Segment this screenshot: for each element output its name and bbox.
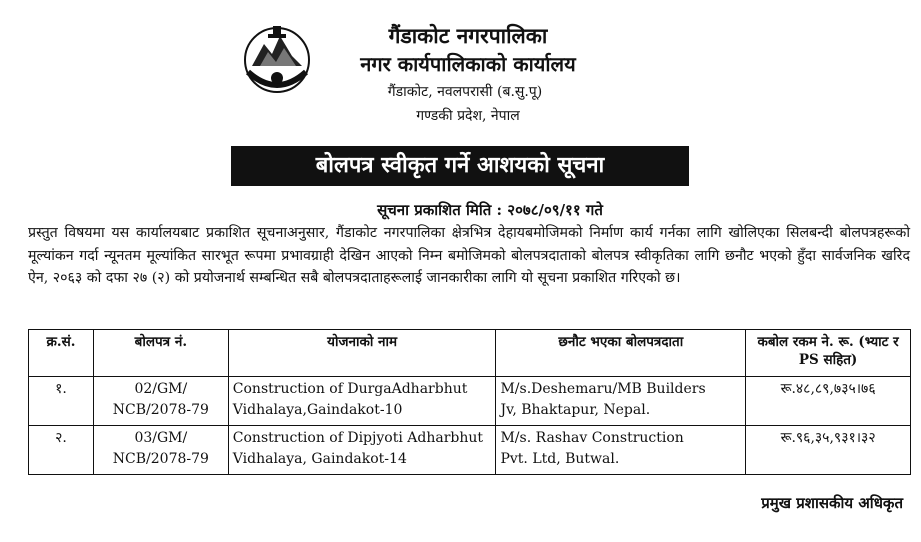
col-header-bidder: छनौट भएका बोलपत्रदाता <box>496 330 746 377</box>
bid-no-line2: NCB/2078-79 <box>112 402 209 418</box>
col-header-amount: कबोल रकम ने. रू. (भ्याट र PS सहित) <box>746 330 911 377</box>
col-header-project: योजनाको नाम <box>228 330 496 377</box>
cell-project <box>228 377 496 426</box>
cell-bid-no <box>93 377 228 426</box>
col-header-sn: क्र.सं. <box>29 330 94 377</box>
cell-bidder <box>496 426 746 475</box>
cell-sn: १. <box>29 377 94 426</box>
table-header-row <box>29 330 911 377</box>
province-name: गण्डकी प्रदेश, नेपाल <box>416 108 520 124</box>
cell-sn: २. <box>29 426 94 475</box>
project-line2: Vidhalaya, Gaindakot-14 <box>232 451 407 467</box>
cell-amount: रू.४८,८९,७३५।७६ <box>746 377 911 426</box>
bid-no-line2: NCB/2078-79 <box>112 451 209 467</box>
notice-title: बोलपत्र स्वीकृत गर्ने आशयको सूचना <box>231 146 689 186</box>
published-date: सूचना प्रकाशित मिति : २०७८/०९/११ गते <box>377 201 603 219</box>
table-row <box>29 426 911 475</box>
bidder-line2: Jv, Bhaktapur, Nepal. <box>500 402 651 418</box>
municipality-name: गैंडाकोट नगरपालिका <box>388 23 548 48</box>
project-line2: Vidhalaya,Gaindakot-10 <box>232 402 403 418</box>
bid-no-line1: 02/GM/ <box>134 381 188 397</box>
office-name: नगर कार्यपालिकाको कार्यालय <box>360 52 576 76</box>
office-address: गैंडाकोट, नवलपरासी (ब.सु.पू) <box>387 84 543 100</box>
cell-project <box>228 426 496 475</box>
signatory-title: प्रमुख प्रशासकीय अधिकृत <box>761 494 903 512</box>
notice-body: प्रस्तुत विषयमा यस कार्यालयबाट प्रकाशित सूचनाअनुसार, गैंडाकोट नगरपालिका क्षेत्रभित्र देहायबमोजिमको निर्माण कार्य गर्नका लागि खोलिएका सिलबन्दी बोलपत्रहरूको मूल्यांकन गर्दा न्यूनतम मूल्यांकित सारभूत रूपमा प्रभावग्राही देखिन आएको निम्न बमोजिमको बोलपत्रदाताको बोलपत्र स्वीकृतिका लागि छनौट भएको हुँदा सार्वजनिक खरिद ऐन, २०६३ को दफा २७ (२) को प्रयोजनार्थ सम्बन्धित सबै बोलपत्रदाताहरूलाई जानकारीका लागि यो सूचना प्रकाशित गरिएको छ। <box>28 225 910 286</box>
government-emblem <box>238 22 316 98</box>
bidder-line1: M/s. Rashav Construction <box>500 430 684 446</box>
project-line1: Construction of Dipjyoti Adharbhut <box>232 430 484 446</box>
table-row <box>29 377 911 426</box>
project-line1: Construction of DurgaAdharbhut <box>232 381 468 397</box>
col-header-bid-no: बोलपत्र नं. <box>93 330 228 377</box>
bidder-line1: M/s.Deshemaru/MB Builders <box>500 381 706 397</box>
bid-table <box>28 329 911 475</box>
cell-bidder <box>496 377 746 426</box>
cell-bid-no <box>93 426 228 475</box>
cell-amount: रू.९६,३५,९३१।३२ <box>746 426 911 475</box>
bidder-line2: Pvt. Ltd, Butwal. <box>500 451 620 467</box>
bid-no-line1: 03/GM/ <box>134 430 188 446</box>
